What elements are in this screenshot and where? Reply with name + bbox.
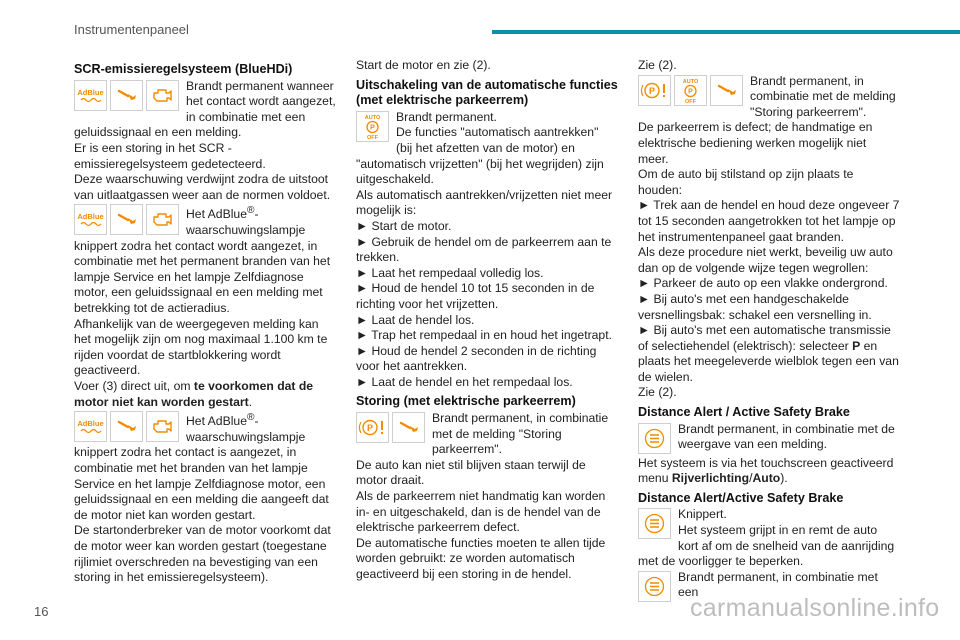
paragraph: De automatische functies moeten te allen tijde worden gebruikt: ze worden automatisch geactiveerd bij een storing in de hendel. bbox=[356, 535, 606, 581]
svg-text:AUTO: AUTO bbox=[364, 114, 381, 121]
text-run: Het AdBlue bbox=[186, 207, 247, 222]
paragraph: Als de parkeerrem niet handmatig kan worden in- en uitgeschakeld, dan is de hendel van de elektrische parkeerrem defect. bbox=[356, 489, 606, 535]
watermark: carmanualsonline.info bbox=[690, 594, 940, 622]
paragraph: Als deze procedure niet werkt, beveilig uw auto dan op de volgende wijze tegen wegrollen: bbox=[638, 245, 893, 275]
bold-text: Auto bbox=[752, 471, 781, 486]
step: ► Parkeer de auto op een vlakke ondergrond. bbox=[638, 276, 888, 291]
step: ► Houd de hendel 10 tot 15 seconden in de richting voor het vrijzetten. bbox=[356, 281, 595, 311]
text-run: en plaats het meegeleverde wielblok tegen een van de wielen. bbox=[638, 338, 899, 384]
icon-group-auto-off bbox=[356, 111, 392, 142]
text-run: -waarschuwingslampje knippert zodra het contact wordt aangezet, in combinatie met het permanent branden van het lampje Service en het lampje Zelfdiagnose motor, een geluidssignaal en een melding met betrekking tot de actieradius. bbox=[74, 207, 331, 315]
step: ► Houd de hendel 2 seconden in de richting voor het aantrekken. bbox=[356, 343, 597, 374]
wrench-icon bbox=[710, 75, 743, 106]
text-run: ). bbox=[780, 471, 788, 486]
step: ► Laat het rempedaal volledig los. bbox=[356, 265, 544, 280]
paragraph: Brandt permanent, in combinatie met een bbox=[678, 569, 878, 600]
engine-icon bbox=[146, 80, 179, 111]
svg-text:OFF: OFF bbox=[367, 134, 378, 141]
text-run: Het systeem is via het touchscreen geactiveerd menu bbox=[638, 455, 894, 486]
paragraph: Brandt permanent, in combinatie met de melding "Storing parkeerrem". bbox=[432, 411, 609, 457]
paragraph: Brandt permanent. bbox=[396, 109, 497, 124]
page-header-title: Instrumentenpaneel bbox=[74, 22, 189, 37]
svg-text:AdBlue: AdBlue bbox=[77, 212, 104, 222]
wrench-icon bbox=[110, 411, 143, 442]
page-number: 16 bbox=[34, 604, 49, 619]
text-run: ► Bij auto's met een automatische transmissie of selectiehendel (elektrisch): selecteer bbox=[638, 323, 891, 353]
paragraph: Om de auto bij stilstand op zijn plaats te houden: bbox=[638, 167, 854, 197]
svg-text:P: P bbox=[370, 124, 375, 132]
paragraph: Het systeem grijpt in en remt de auto kort af om de snelheid van de aanrijding met de voorligger te beperken. bbox=[638, 523, 895, 569]
parking-brake-fault-icon bbox=[356, 412, 389, 443]
paragraph: Als automatisch aantrekken/vrijzetten niet meer mogelijk is: bbox=[356, 187, 613, 218]
paragraph: De functies "automatisch aantrekken" (bij het afzetten van de motor) en "automatisch vrijzetten" (bij het wegrijden) zijn uitgeschakeld. bbox=[356, 125, 604, 187]
section-heading-distance-alert: Distance Alert / Active Safety Brake bbox=[638, 405, 850, 420]
step: ► Laat de hendel en het rempedaal los. bbox=[356, 374, 573, 389]
parking-brake-auto-off-icon bbox=[674, 75, 707, 106]
svg-text:AdBlue: AdBlue bbox=[77, 87, 104, 97]
icon-group-adblue-3 bbox=[74, 411, 182, 442]
wrench-icon bbox=[392, 412, 425, 443]
paragraph: Zie (2). bbox=[638, 385, 677, 400]
adblue-icon bbox=[74, 204, 107, 235]
paragraph: Knippert. bbox=[678, 507, 727, 522]
header-accent-bar bbox=[492, 30, 960, 34]
step: ► Bij auto's met een handgeschakelde versnellingsbak: schakel een versnelling in. bbox=[638, 291, 872, 322]
distance-alert-icon bbox=[638, 423, 671, 454]
bold-text: te voorkomen dat de motor niet kan worden gestart bbox=[74, 378, 314, 409]
text-run: Voer (3) direct uit, om bbox=[74, 378, 194, 393]
paragraph: De parkeerrem is defect; de handmatige en elektrische bediening werken mogelijk niet meer. bbox=[638, 120, 873, 166]
svg-text:AdBlue: AdBlue bbox=[77, 419, 104, 429]
svg-text:P: P bbox=[648, 85, 656, 96]
svg-text:P: P bbox=[366, 423, 374, 434]
svg-text:P: P bbox=[688, 88, 693, 96]
engine-icon bbox=[146, 411, 179, 442]
step bbox=[638, 323, 900, 385]
icon-group-distance-alert bbox=[638, 423, 674, 454]
paragraph: Deze waarschuwing verdwijnt zodra de uitstoot van uitlaatgassen weer aan de normen voldoet. bbox=[74, 172, 331, 202]
step: ► Trap het rempedaal in en houd het ingetrapt. bbox=[356, 328, 612, 343]
step: ► Start de motor. bbox=[356, 218, 452, 233]
text-run: . bbox=[248, 394, 253, 409]
paragraph: De startonderbreker van de motor voorkomt dat de motor weer kan worden gestart (toegestane rijlimiet overschreden na bevestiging van een storing in het emissieregelsysteem). bbox=[74, 523, 331, 585]
parking-brake-auto-off-icon bbox=[356, 111, 389, 142]
column-2 bbox=[356, 58, 618, 583]
icon-group-distance-alert-3 bbox=[638, 571, 674, 602]
column-1 bbox=[74, 58, 336, 586]
text-run: -waarschuwingslampje knippert zodra het contact is aangezet, in combinatie met het branden van het lampje Service en het lampje Zelfdiagnose motor, een geluidssignaal en een melding die aangeeft dat de motor niet kan worden gestart. bbox=[74, 414, 329, 522]
paragraph: Er is een storing in het SCR -emissieregelsysteem gedetecteerd. bbox=[74, 140, 266, 171]
registered-mark: ® bbox=[246, 412, 255, 424]
icon-group-scr bbox=[74, 80, 182, 111]
section-heading-scr: SCR-emissieregelsysteem (BlueHDi) bbox=[74, 62, 293, 76]
paragraph: Afhankelijk van de weergegeven melding kan het mogelijk zijn om nog maximaal 1.100 km te rijden voordat de startblokkering wordt geactiveerd. bbox=[74, 316, 328, 378]
distance-alert-icon bbox=[638, 508, 671, 539]
parking-brake-fault-icon bbox=[638, 75, 671, 106]
section-heading-parking-brake-fault: Storing (met elektrische parkeerrem) bbox=[356, 394, 576, 409]
paragraph: Brandt permanent, in combinatie met de weergave van een melding. bbox=[678, 421, 895, 452]
icon-group-brake-fault-2 bbox=[638, 75, 746, 106]
wrench-icon bbox=[110, 80, 143, 111]
step: ► Trek aan de hendel en houd deze ongeveer 7 tot 15 seconden aangetrokken tot het lampje op het instrumentenpaneel gaat branden. bbox=[638, 198, 900, 244]
text-run: Het AdBlue bbox=[186, 414, 247, 429]
paragraph bbox=[74, 379, 336, 410]
bold-text: Rijverlichting bbox=[671, 471, 750, 486]
distance-alert-icon bbox=[638, 571, 671, 602]
svg-text:OFF: OFF bbox=[685, 98, 696, 105]
adblue-icon bbox=[74, 411, 107, 442]
bold-text: P bbox=[852, 338, 861, 353]
icon-group-distance-alert-2 bbox=[638, 508, 674, 539]
wrench-icon bbox=[110, 204, 143, 235]
adblue-icon bbox=[74, 80, 107, 111]
paragraph: Zie (2). bbox=[638, 58, 677, 72]
registered-mark: ® bbox=[246, 205, 255, 217]
paragraph: Start de motor en zie (2). bbox=[356, 58, 491, 72]
icon-group-brake-fault bbox=[356, 412, 428, 443]
section-heading-distance-alert-2: Distance Alert/Active Safety Brake bbox=[638, 490, 844, 505]
column-3 bbox=[638, 58, 900, 604]
text-run: / bbox=[749, 471, 753, 486]
paragraph: Brandt permanent, in combinatie met de melding "Storing parkeerrem". bbox=[750, 73, 896, 119]
step: ► Gebruik de hendel om de parkeerrem aan te trekken. bbox=[356, 234, 612, 265]
section-heading-auto-functions: Uitschakeling van de automatische functies (met elektrische parkeerrem) bbox=[356, 77, 618, 108]
step: ► Laat de hendel los. bbox=[356, 312, 475, 327]
paragraph: De auto kan niet stil blijven staan terwijl de motor draait. bbox=[356, 457, 586, 488]
paragraph bbox=[638, 456, 900, 487]
engine-icon bbox=[146, 204, 179, 235]
svg-text:AUTO: AUTO bbox=[682, 78, 699, 85]
icon-group-adblue-2 bbox=[74, 204, 182, 235]
paragraph: Brandt permanent wanneer het contact wordt aangezet, in combinatie met een geluidssignaal en een melding. bbox=[74, 78, 336, 140]
